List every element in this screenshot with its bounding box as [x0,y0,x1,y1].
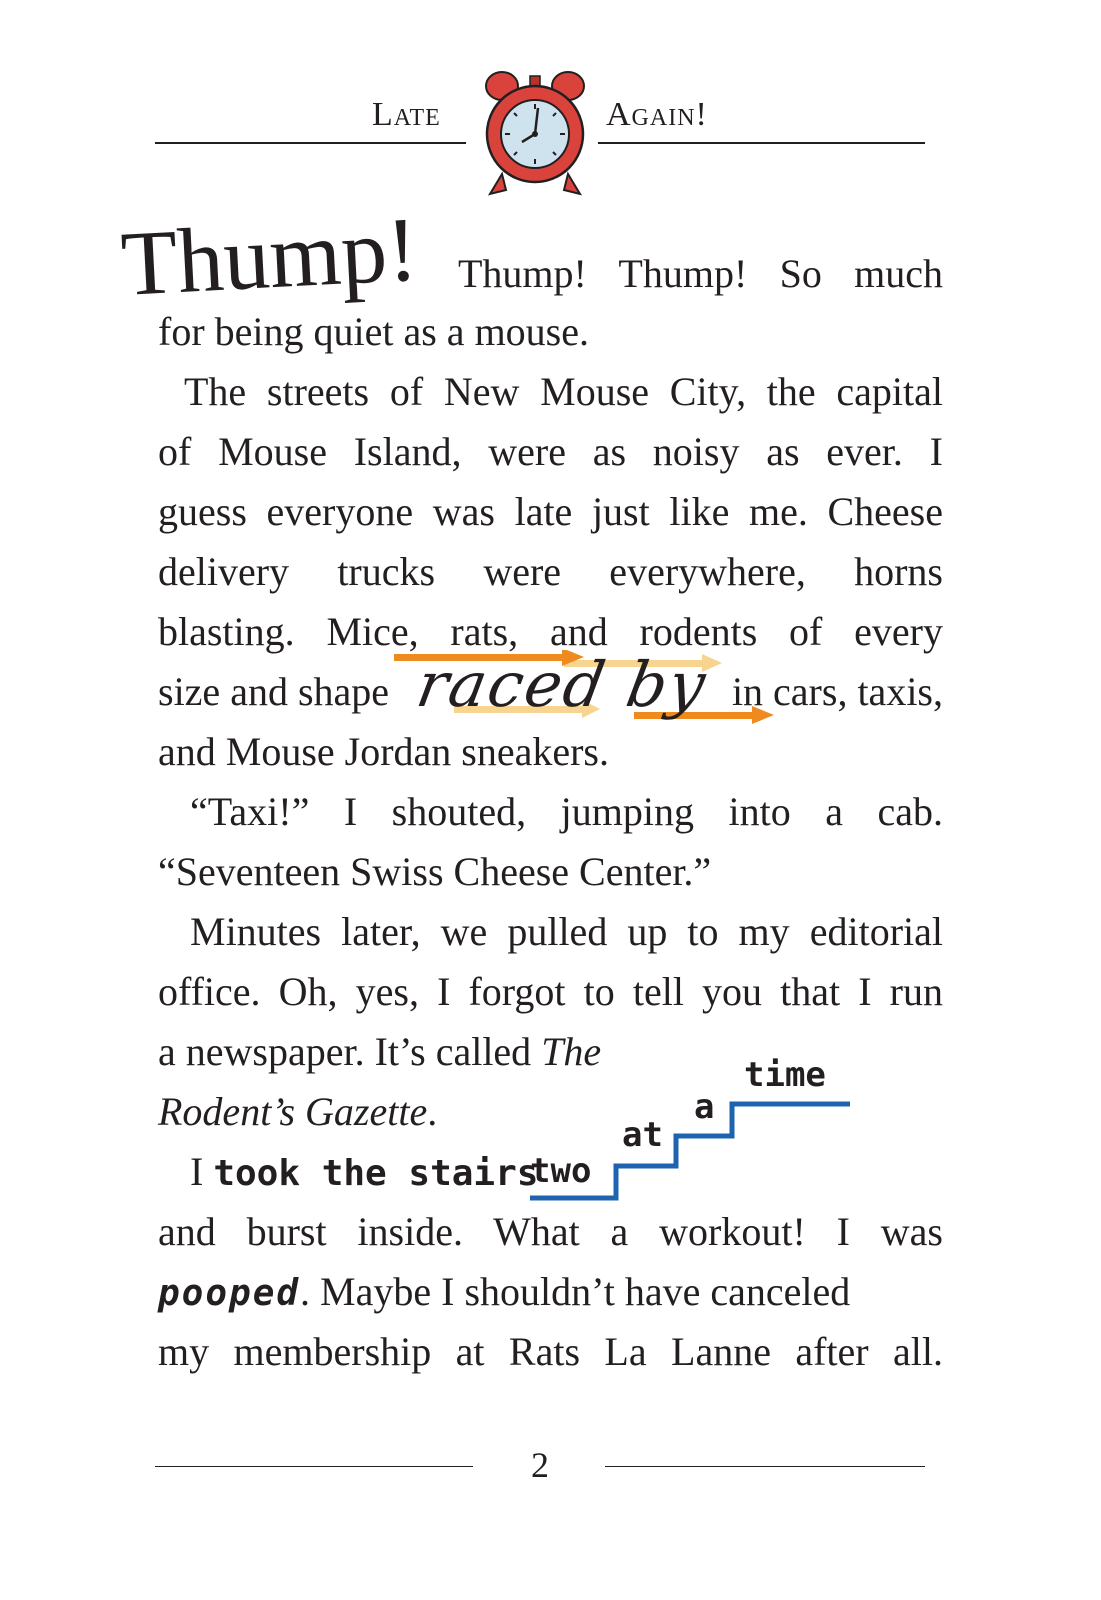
body-line-start: size and shape [158,669,390,714]
header-rule-left [155,142,466,144]
body-text: a newspaper. It’s called [158,1029,532,1074]
body-line: Thump! Thump! So much [458,251,943,296]
newspaper-title-part: Rodent’s Gazette [158,1089,428,1134]
body-line: for being quiet as a mouse. [158,309,589,354]
body-text: . [427,1089,438,1134]
body-line: my membership at Rats La Lanne after all. [158,1329,943,1374]
stairs-word: two [530,1151,592,1191]
body-line [190,1148,550,1196]
running-head-left: Late [372,96,441,133]
newspaper-title-part: The [541,1029,602,1074]
running-head-right: Again! [606,96,708,133]
body-line: blasting. Mice, rats, and rodents of every [158,609,943,654]
body-line: and burst inside. What a workout! I was [158,1209,943,1254]
stairs-word: time [744,1055,826,1095]
page-number: 2 [531,1445,549,1485]
body-line: office. Oh, yes, I forgot to tell you that I run [158,969,943,1014]
body-text: . Maybe I shouldn’t have canceled [300,1269,851,1314]
body-line: delivery trucks were everywhere, horns [158,549,943,594]
stairs-word: at [622,1115,663,1155]
body-line: guess everyone was late just like me. Cheese [158,489,943,534]
stairs-phrase: took the stairs [213,1153,539,1194]
footer-rule-left [155,1466,473,1467]
raced-by-handwritten: raced by [411,648,713,721]
body-line: “Seventeen Swiss Cheese Center.” [158,849,712,894]
drop-word-thump: Thump! [118,197,421,315]
body-line [158,1088,558,1136]
body-line [158,1268,943,1318]
body-line: “Taxi!” I shouted, jumping into a cab. [190,789,943,834]
stairs-word: a [694,1087,715,1127]
body-line: and Mouse Jordan sneakers. [158,729,609,774]
pooped-stylized: pooped [158,1273,301,1314]
footer-rule-right [605,1466,925,1467]
body-line-end: in cars, taxis, [731,669,943,714]
body-text: I [190,1149,204,1194]
body-line: of Mouse Island, were as noisy as ever. I [158,429,943,474]
alarm-clock-icon [478,62,592,202]
header-rule-right [598,142,925,144]
body-line: The streets of New Mouse City, the capital [184,369,943,414]
body-line: Minutes later, we pulled up to my editorial [190,909,943,954]
